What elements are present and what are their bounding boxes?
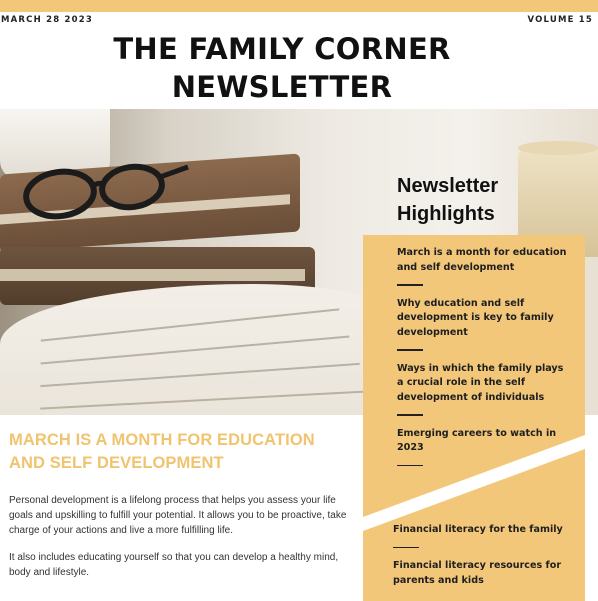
- highlights-list: [397, 246, 567, 477]
- article-body: [9, 493, 354, 592]
- feature-article: [0, 415, 363, 601]
- highlights-heading: [397, 172, 587, 228]
- newsletter-title-line-1: THE FAMILY CORNER: [113, 32, 451, 66]
- highlight-item[interactable]: [393, 559, 573, 588]
- article-paragraph-1: Personal development is a lifelong process that helps you assess your life goals and upskilling to fulfill your potential. It allows you to be proactive, take charge of your actions and live a more fulfilling life.: [9, 495, 347, 536]
- photo-open-book: [0, 284, 420, 415]
- highlight-item[interactable]: [397, 427, 567, 467]
- highlight-item-text: Why education and self development is key to family development: [397, 297, 554, 338]
- issue-date: MARCH 28 2023: [1, 15, 93, 25]
- highlight-divider: [397, 414, 423, 416]
- highlight-item[interactable]: [393, 523, 573, 548]
- highlights-heading-line-1: Newsletter: [397, 175, 499, 197]
- highlight-item-text: March is a month for education and self development: [397, 247, 567, 273]
- highlight-item[interactable]: [397, 362, 567, 416]
- highlight-divider: [397, 349, 423, 351]
- article-title: [9, 429, 354, 475]
- eyeglasses-icon: [10, 149, 190, 239]
- highlights-list-lower: [393, 523, 573, 588]
- header-color-band: [0, 0, 598, 12]
- highlight-divider: [397, 465, 423, 467]
- article-title-line-2: AND SELF DEVELOPMENT: [9, 454, 224, 472]
- highlight-item-text: Ways in which the family plays a crucial role in the self development of individuals: [397, 362, 564, 403]
- article-title-line-1: MARCH IS A MONTH FOR EDUCATION: [9, 431, 315, 449]
- highlight-divider: [393, 547, 419, 549]
- issue-volume: VOLUME 15: [527, 15, 593, 25]
- article-paragraph-2: It also includes educating yourself so that you can develop a healthy mind, body and lifestyle.: [9, 552, 339, 578]
- highlight-item-text: Financial literacy resources for parents and kids: [393, 560, 562, 586]
- highlights-heading-line-2: Highlights: [397, 203, 495, 225]
- highlight-item[interactable]: [397, 297, 567, 351]
- highlight-item-text: Emerging careers to watch in 2023: [397, 427, 557, 453]
- highlight-divider: [397, 284, 423, 286]
- newsletter-title-line-2: NEWSLETTER: [171, 70, 393, 104]
- highlight-item-text: Financial literacy for the family: [393, 524, 563, 535]
- highlight-item[interactable]: [397, 246, 567, 286]
- newsletter-title: [60, 30, 504, 106]
